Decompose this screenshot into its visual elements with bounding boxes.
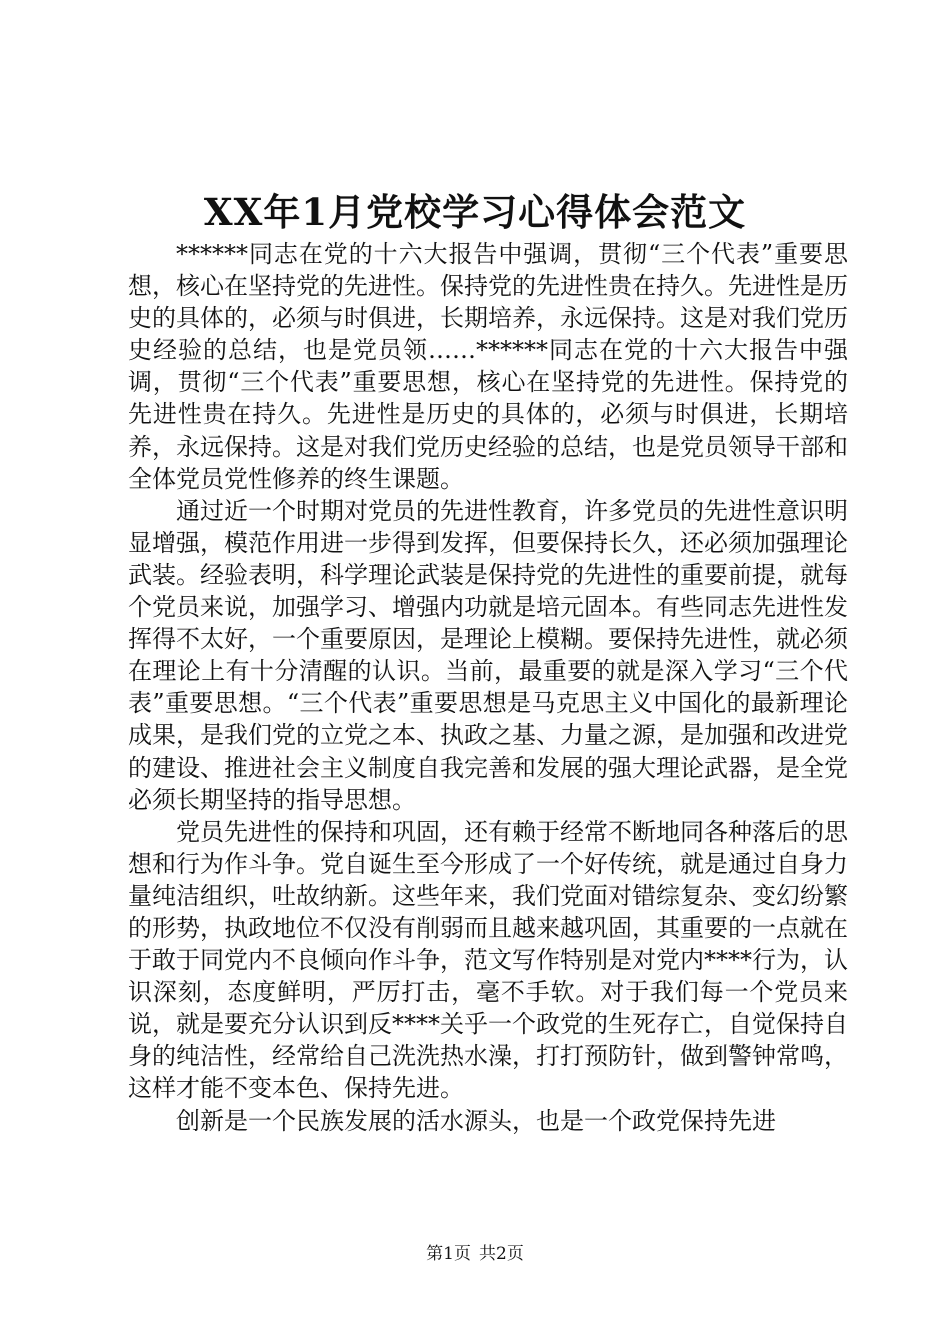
- document-title: XX年1月党校学习心得体会范文: [203, 190, 747, 234]
- paragraph: 党员先进性的保持和巩固，还有赖于经常不断地同各种落后的思想和行为作斗争。党自诞生至今形成了一个好传统，就是通过自身力量纯洁组织，吐故纳新。这些年来，我们党面对错综复杂、变幻纷繁的形势，执政地位不仅没有削弱而且越来越巩固，其重要的一点就在于敢于同党内不良倾向作斗争，范文写作特别是对党内****行为，认识深刻，态度鲜明，严厉打击，毫不手软。对于我们每一个党员来说，就是要充分认识到反****关乎一个政党的生死存亡，自觉保持自身的纯洁性，经常给自己洗洗热水澡，打打预防针，做到警钟常鸣，这样才能不变本色、保持先进。: [128, 817, 848, 1103]
- document-body: [128, 238, 848, 1137]
- paragraph: 创新是一个民族发展的活水源头，也是一个政党保持先进: [176, 1106, 776, 1135]
- page-footer: [0, 1242, 950, 1266]
- paragraph: ******同志在党的十六大报告中强调，贯彻“三个代表”重要思想，核心在坚持党的先进性。保持党的先进性贵在持久。先进性是历史的具体的，必须与时俱进，长期培养，永远保持。这是对我们党历史经验的总结，也是党员领……******同志在党的十六大报告中强调，贯彻“三个代表”重要思想，核心在坚持党的先进性。保持党的先进性贵在持久。先进性是历史的具体的，必须与时俱进，长期培养，永远保持。这是对我们党历史经验的总结，也是党员领导干部和全体党员党性修养的终生课题。: [128, 240, 848, 493]
- paragraph: 通过近一个时期对党员的先进性教育，许多党员的先进性意识明显增强，模范作用进一步得到发挥，但要保持长久，还必须加强理论武装。经验表明，科学理论武装是保持党的先进性的重要前提，就每个党员来说，加强学习、增强内功就是培元固本。有些同志先进性发挥得不太好，一个重要原因，是理论上模糊。要保持先进性，就必须在理论上有十分清醒的认识。当前，最重要的就是深入学习“三个代表”重要思想。“三个代表”重要思想是马克思主义中国化的最新理论成果，是我们党的立党之本、执政之基、力量之源，是加强和改进党的建设、推进社会主义制度自我完善和发展的强大理论武器，是全党必须长期坚持的指导思想。: [128, 496, 848, 814]
- page-number: 第1页: [426, 1244, 471, 1264]
- page-total: 共2页: [479, 1244, 524, 1264]
